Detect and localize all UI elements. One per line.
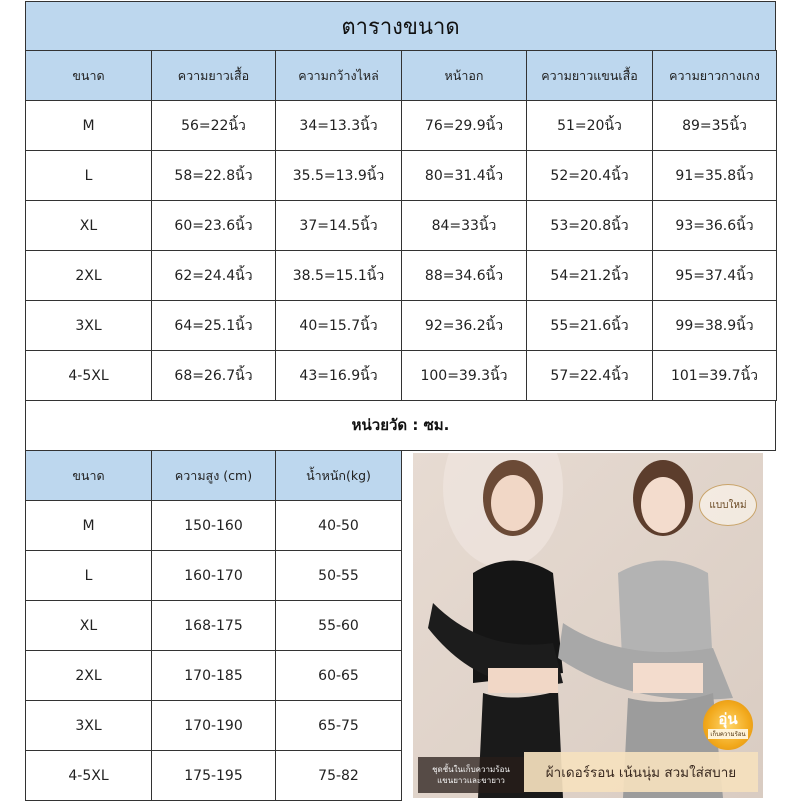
column-header: น้ำหนัก(kg) [276, 451, 402, 501]
warm-badge [703, 700, 753, 750]
column-header: ความยาวเสื้อ [152, 51, 276, 101]
table-row [26, 651, 402, 701]
table-cell: 51=20นิ้ว [527, 101, 653, 151]
table-cell: 91=35.8นิ้ว [653, 151, 777, 201]
table-cell: 100=39.3นิ้ว [402, 351, 527, 401]
table-cell: 40=15.7นิ้ว [276, 301, 402, 351]
size-chart-table [25, 50, 777, 401]
table-row [26, 701, 402, 751]
table-cell: L [26, 151, 152, 201]
table-cell: 150-160 [152, 501, 276, 551]
caption-left-line1: ชุดชั้นในเก็บความร้อน [432, 765, 510, 774]
table-cell: 76=29.9นิ้ว [402, 101, 527, 151]
unit-note: หน่วยวัด : ซม. [25, 400, 776, 451]
table-row [26, 151, 777, 201]
table-cell: 52=20.4นิ้ว [527, 151, 653, 201]
column-header: ความกว้างไหล่ [276, 51, 402, 101]
table-cell: 92=36.2นิ้ว [402, 301, 527, 351]
table-row [26, 101, 777, 151]
table-cell: 2XL [26, 651, 152, 701]
warm-badge-sub: เก็บความร้อน [710, 731, 746, 738]
new-style-badge: แบบใหม่ [699, 484, 757, 526]
table-cell: 170-190 [152, 701, 276, 751]
table-cell: 55-60 [276, 601, 402, 651]
table-cell: L [26, 551, 152, 601]
column-header: ขนาด [26, 451, 152, 501]
table-cell: 95=37.4นิ้ว [653, 251, 777, 301]
table-cell: 168-175 [152, 601, 276, 651]
table-cell: 68=26.7นิ้ว [152, 351, 276, 401]
table-cell: 175-195 [152, 751, 276, 801]
table-cell: 89=35นิ้ว [653, 101, 777, 151]
column-header: ความสูง (cm) [152, 451, 276, 501]
table-cell: 80=31.4นิ้ว [402, 151, 527, 201]
table-cell: M [26, 101, 152, 151]
caption-right: ผ้าเดอร์รอน เน้นนุ่ม สวมใส่สบาย [524, 752, 758, 792]
table-cell: 34=13.3นิ้ว [276, 101, 402, 151]
table-cell: 57=22.4นิ้ว [527, 351, 653, 401]
column-header: หน้าอก [402, 51, 527, 101]
column-header: ขนาด [26, 51, 152, 101]
table-cell: 93=36.6นิ้ว [653, 201, 777, 251]
table-cell: M [26, 501, 152, 551]
table-cell: XL [26, 201, 152, 251]
table-row [26, 251, 777, 301]
table-cell: 75-82 [276, 751, 402, 801]
table-row [26, 301, 777, 351]
table-cell: 4-5XL [26, 751, 152, 801]
table-row [26, 601, 402, 651]
table-cell: XL [26, 601, 152, 651]
height-weight-table [25, 450, 402, 801]
table-header-row [26, 451, 402, 501]
table-cell: 62=24.4นิ้ว [152, 251, 276, 301]
table-row [26, 501, 402, 551]
table-cell: 35.5=13.9นิ้ว [276, 151, 402, 201]
table-cell: 64=25.1นิ้ว [152, 301, 276, 351]
column-header: ความยาวแขนเสื้อ [527, 51, 653, 101]
column-header: ความยาวกางเกง [653, 51, 777, 101]
table-cell: 2XL [26, 251, 152, 301]
table-cell: 4-5XL [26, 351, 152, 401]
table-cell: 60-65 [276, 651, 402, 701]
table-cell: 50-55 [276, 551, 402, 601]
warm-badge-label: อุ่น [718, 710, 738, 728]
table-header-row [26, 51, 777, 101]
table-cell: 37=14.5นิ้ว [276, 201, 402, 251]
table-cell: 40-50 [276, 501, 402, 551]
table-cell: 55=21.6นิ้ว [527, 301, 653, 351]
table-cell: 60=23.6นิ้ว [152, 201, 276, 251]
table-cell: 160-170 [152, 551, 276, 601]
table-cell: 65-75 [276, 701, 402, 751]
table-cell: 54=21.2นิ้ว [527, 251, 653, 301]
table-cell: 3XL [26, 701, 152, 751]
page-title: ตารางขนาด [25, 1, 776, 51]
table-row [26, 201, 777, 251]
caption-left [418, 757, 524, 793]
table-cell: 43=16.9นิ้ว [276, 351, 402, 401]
table-cell: 170-185 [152, 651, 276, 701]
table-row [26, 551, 402, 601]
table-cell: 84=33นิ้ว [402, 201, 527, 251]
table-cell: 56=22นิ้ว [152, 101, 276, 151]
caption-left-line2: แขนยาวและขายาว [437, 776, 505, 785]
table-cell: 58=22.8นิ้ว [152, 151, 276, 201]
table-cell: 38.5=15.1นิ้ว [276, 251, 402, 301]
table-cell: 3XL [26, 301, 152, 351]
table-cell: 88=34.6นิ้ว [402, 251, 527, 301]
table-row [26, 751, 402, 801]
table-row [26, 351, 777, 401]
table-cell: 101=39.7นิ้ว [653, 351, 777, 401]
table-cell: 99=38.9นิ้ว [653, 301, 777, 351]
table-cell: 53=20.8นิ้ว [527, 201, 653, 251]
